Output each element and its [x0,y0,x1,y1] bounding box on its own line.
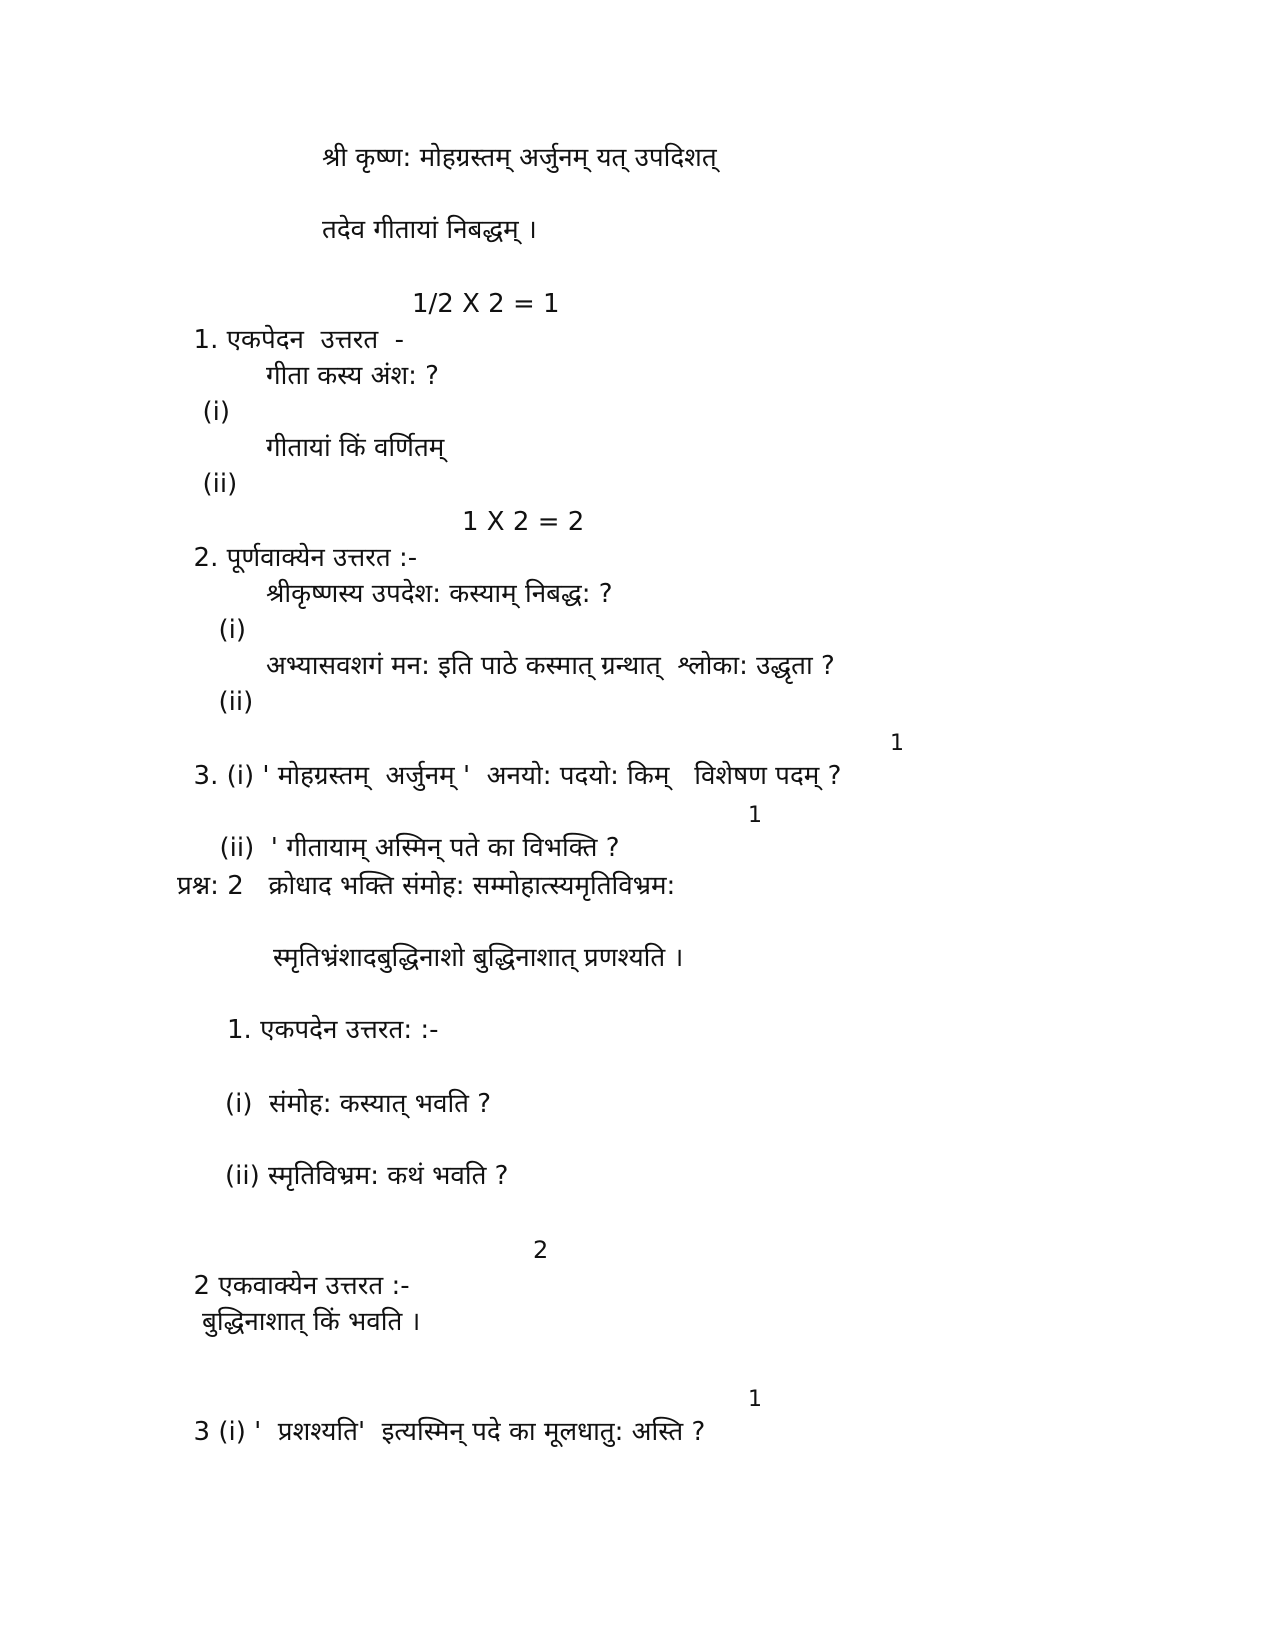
passage-line-2: तदेव गीतायां निबद्धम् । [322,215,537,245]
q1-marks: 1/2 X 2 = 1 [412,289,560,319]
prashna2-sub2-heading: 2 एकवाक्येन उत्तरत :- [193,1271,410,1301]
q1-item-1-text: गीता कस्य अंश: ? [266,361,439,391]
q3-item-2-text: (ii) ' गीतायाम् अस्मिन् पते का विभक्ति ? [219,833,620,863]
prashna2-sub2-marks: 2 [533,1236,549,1264]
q3-item-1-marks: 1 [890,731,904,756]
q2-item-1-text: श्रीकृष्णस्य उपदेश: कस्याम् निबद्ध: ? [266,579,613,609]
q2-item-2-num: (ii) [218,687,254,717]
q3-item-2-marks: 1 [748,803,762,828]
q1-item-1-num: (i) [202,397,231,427]
prashna2-sub1-item-1: (i) संमोह: कस्यात् भवति ? [225,1089,492,1119]
q1-item-2-num: (ii) [202,469,238,499]
prashna2-sub3-marks: 1 [748,1387,762,1412]
prashna2-sub1-item-2: (ii) स्मृतिविभ्रम: कथं भवति ? [225,1161,509,1191]
q2-item-2-text: अभ्यासवशगं मन: इति पाठे कस्मात् ग्रन्थात् श्लोका: उद्धृता ? [266,651,835,681]
prashna2-line-2: स्मृतिभ्रंशादबुद्धिनाशो बुद्धिनाशात् प्रणश्यति । [273,943,684,973]
q1-item-2-text: गीतायां किं वर्णितम् [266,433,445,463]
prashna2-sub1-heading: 1. एकपदेन उत्तरत: :- [227,1015,439,1045]
prashna2-sub3 [177,1378,762,1486]
q3-item-1-text: 3. (i) ' मोहग्रस्तम् अर्जुनम् ' अनयो: पदयो: किम् विशेषण पदम् ? [193,761,842,791]
prashna2-heading: प्रश्न: 2 क्रोधाद भक्ति संमोह: सम्मोहात्स्यमृतिविभ्रम: [177,871,676,901]
passage-line-1: श्री कृष्ण: मोहग्रस्तम् अर्जुनम् यत् उपदिशत् [322,143,717,173]
prashna2-sub3-text: 3 (i) ' प्रशश्यति' इत्यस्मिन् पदे का मूलधातु: अस्ति ? [193,1417,706,1447]
q2-item-1-num: (i) [218,615,247,645]
prashna2-sub2-question: बुद्धिनाशात् किं भवति । [202,1307,421,1337]
q2-marks: 1 X 2 = 2 [462,507,585,537]
q2-heading: 2. पूर्णवाक्येन उत्तरत :- [193,543,418,573]
q1-heading: 1. एकपेदन उत्तरत - [193,325,405,355]
